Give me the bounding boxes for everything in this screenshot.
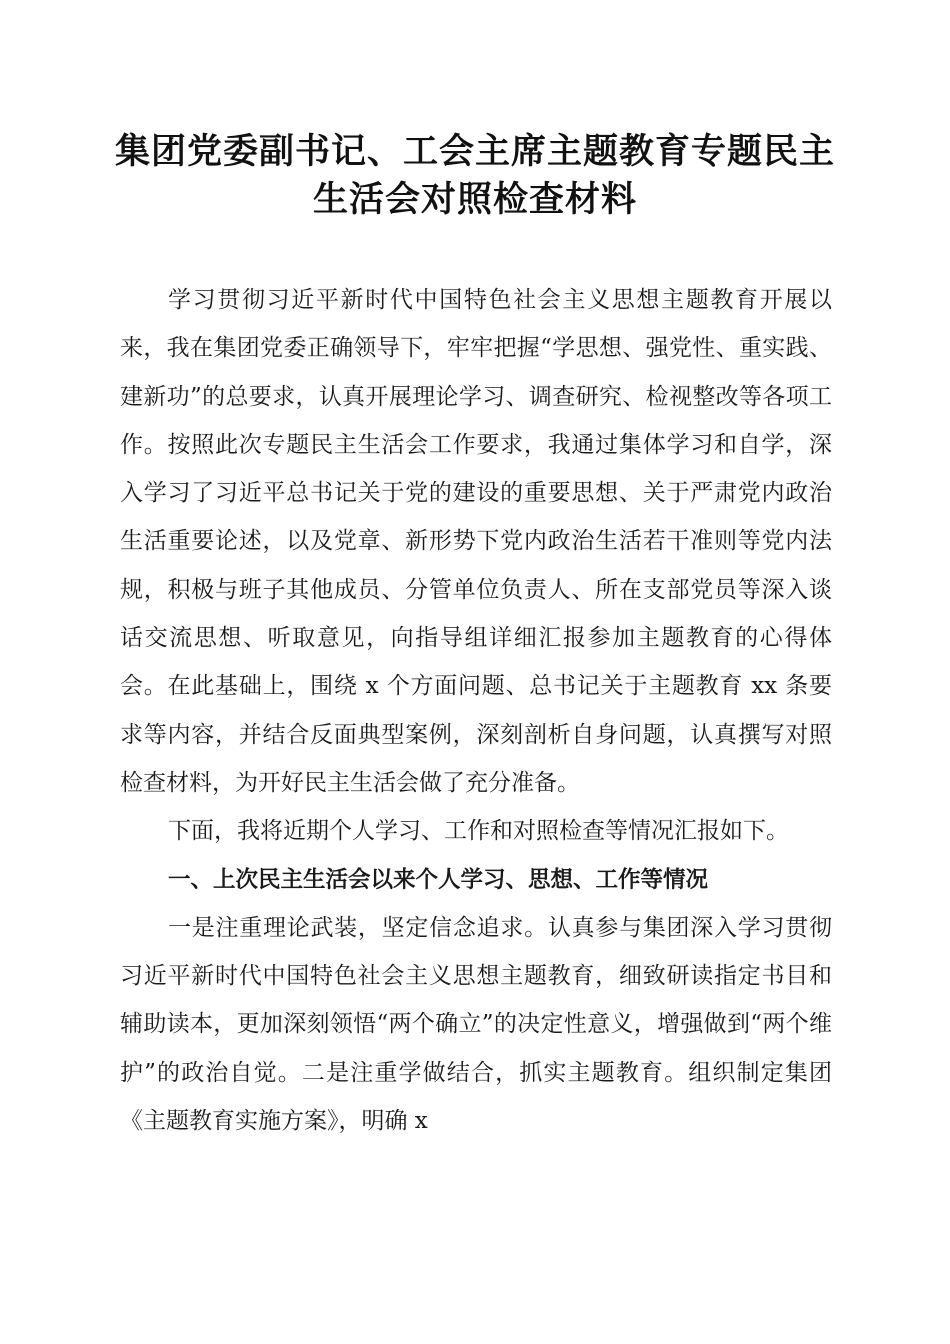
section-heading-1: 一、上次民主生活会以来个人学习、思想、工作等情况 [168, 866, 709, 893]
document-title [60, 128, 890, 224]
section-1-paragraph: 一是注重理论武装，坚定信念追求。认真参与集团深入学习贯彻习近平新时代中国特色社会主义思想主题教育，细致研读指定书目和辅助读本，更加深刻领悟“两个确立”的决定性意义，增强做到“两个维护”的政治自觉。二是注重学做结合，抓实主题教育。组织制定集团《主题教育实施方案》，明确 x [120, 914, 832, 1135]
intro-paragraph: 学习贯彻习近平新时代中国特色社会主义思想主题教育开展以来，我在集团党委正确领导下，牢牢把握“学思想、强党性、重实践、建新功”的总要求，认真开展理论学习、调查研究、检视整改等各项工作。按照此次专题民主生活会工作要求，我通过集体学习和自学，深入学习了习近平总书记关于党的建设的重要思想、关于严肃党内政治生活重要论述，以及党章、新形势下党内政治生活若干准则等党内法规，积极与班子其他成员、分管单位负责人、所在支部党员等深入谈话交流思想、听取意见，向指导组详细汇报参加主题教育的心得体会。在此基础上，围绕 x 个方面问题、总书记关于主题教育 xx 条要求等内容，并结合反面典型案例，深刻剖析自身问题，认真撰写对照检查材料，为开好民主生活会做了充分准备。 [120, 287, 832, 796]
document-body [120, 276, 832, 1145]
title-line-2: 生活会对照检查材料 [312, 179, 637, 220]
transition-paragraph: 下面，我将近期个人学习、工作和对照检查等情况汇报如下。 [168, 818, 789, 845]
title-line-1: 集团党委副书记、工会主席主题教育专题民主 [114, 131, 835, 172]
